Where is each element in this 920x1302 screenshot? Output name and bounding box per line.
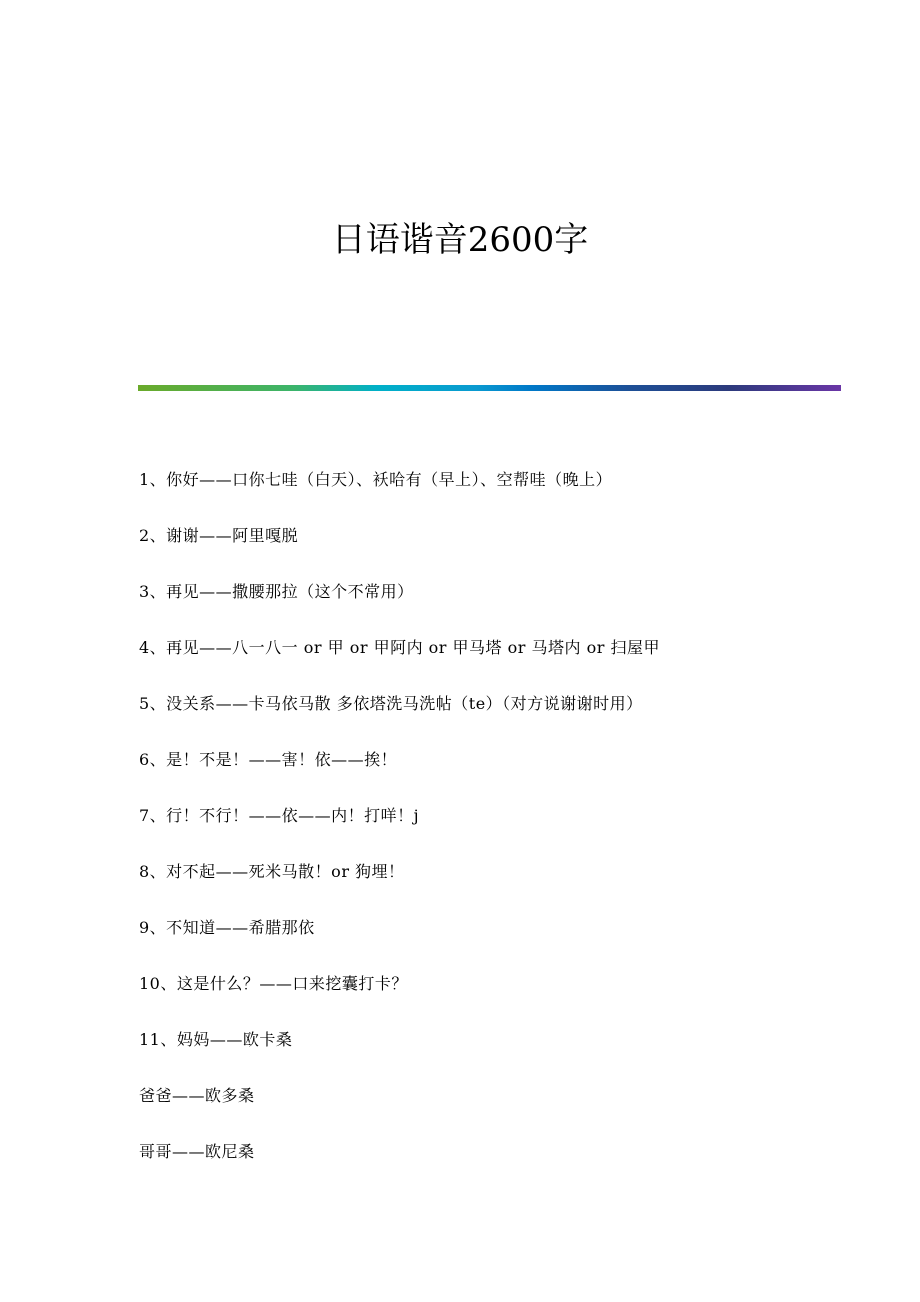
phrase-list: [139, 470, 660, 1198]
phrase-line: 6、是！不是！——害！依——挨！: [139, 750, 398, 769]
document-title: 日语谐音2600字: [331, 220, 589, 260]
phrase-line: 10、这是什么？——口来挖囊打卡？: [139, 974, 408, 993]
phrase-line: 爸爸——欧多桑: [139, 1086, 255, 1105]
phrase-line: 7、行！不行！——依——内！打咩！j: [139, 806, 420, 825]
gradient-divider: [138, 385, 841, 391]
phrase-line: 4、再见——八一八一 or 甲 or 甲阿内 or 甲马塔 or 马塔内 or 扫屋甲: [139, 638, 660, 657]
phrase-line: 9、不知道——希腊那依: [139, 918, 315, 937]
phrase-line: 8、对不起——死米马散！or 狗埋！: [139, 862, 405, 881]
phrase-line: 哥哥——欧尼桑: [139, 1142, 255, 1161]
phrase-line: 3、再见——撒腰那拉（这个不常用）: [139, 582, 414, 601]
phrase-line: 11、妈妈——欧卡桑: [139, 1030, 293, 1049]
phrase-line: 2、谢谢——阿里嘎脱: [139, 526, 299, 545]
phrase-line: 5、没关系——卡马依马散 多依塔洗马洗帖（te）（对方说谢谢时用）: [139, 694, 643, 713]
phrase-line: 1、你好——口你七哇（白天）、袄哈有（早上）、空帮哇（晚上）: [139, 470, 613, 489]
